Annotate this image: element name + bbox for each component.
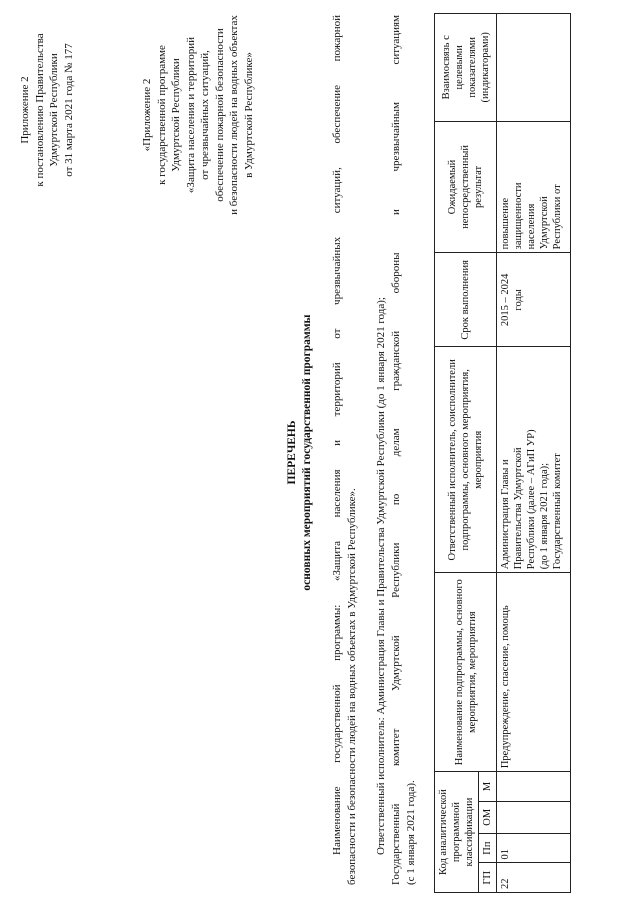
header-m: М — [479, 772, 497, 802]
executor-paragraph — [374, 15, 419, 885]
program-appendix-heading — [140, 5, 256, 225]
cell-line: Государственный комитет — [552, 453, 563, 570]
cell-om — [497, 801, 571, 833]
appendix-line: к постановлению Правительства — [33, 33, 46, 187]
executor-line: (с 1 января 2021 года). — [405, 780, 417, 885]
cell-line: Республики от — [552, 184, 563, 250]
cell-line: Республики (далее – АГиП УР) — [526, 429, 537, 570]
executor-line: Государственный комитет Удмуртской Республики по делам гражданской обороны и чрезвычайным ситуациям — [390, 15, 402, 885]
header-gp: ГП — [479, 863, 497, 893]
appendix-line: Приложение 2 — [19, 76, 31, 144]
cell-gp: 22 — [497, 863, 571, 893]
cell-name: Предупреждение, спасение, помощь — [497, 573, 571, 772]
cell-line: (до 1 января 2021 года); — [539, 462, 550, 570]
appendix-line: от 31 марта 2021 года № 177 — [62, 43, 75, 177]
cell-term — [497, 253, 571, 347]
table-row — [497, 14, 571, 893]
cell-line: Удмуртской — [539, 196, 550, 250]
header-code: Код аналитической программной классификации — [435, 772, 479, 893]
cell-line: повышение — [500, 197, 511, 250]
header-pp: Пп — [479, 833, 497, 863]
cell-line: Администрация Главы и — [500, 459, 511, 570]
document-subtitle: основных мероприятий государственной программы — [301, 314, 313, 591]
cell-line: населения — [526, 203, 537, 250]
cell-line: 2015 – 2024 — [500, 273, 511, 327]
appendix-line: «Приложение 2 — [141, 78, 153, 152]
cell-line: Правительства Удмуртской — [513, 447, 524, 570]
appendix-line: обеспечение пожарной безопасности — [213, 28, 226, 202]
header-name: Наименование подпрограммы, основного мероприятия, мероприятия — [435, 573, 497, 772]
appendix-line: в Удмуртской Республике» — [242, 52, 255, 178]
cell-line: годы — [513, 289, 524, 311]
header-result: Ожидаемый непосредственный результат — [435, 121, 497, 253]
cell-m — [497, 772, 571, 802]
executor-line: Ответственный исполнитель: Администрация Главы и Правительства Удмуртской Республики (до 1 января 2021 года); — [375, 297, 387, 855]
appendix-line: от чрезвычайных ситуаций, — [199, 50, 211, 180]
program-name-paragraph — [330, 15, 360, 885]
appendix-line: к государственной программе — [155, 45, 168, 185]
appendix-line: «Защита населения и территорий — [184, 36, 197, 194]
appendix-line: и безопасности людей на водных объектах — [228, 15, 240, 215]
header-responsible: Ответственный исполнитель, соисполнители подпрограммы, основного мероприятия, мероприятия — [435, 347, 497, 573]
program-name-line: Наименование государственной программы: «Защита населения и территорий от чрезвычайных ситуаций, обеспечение пожарной — [331, 15, 343, 855]
cell-relation — [497, 14, 571, 122]
cell-pp: 01 — [497, 833, 571, 863]
appendix-line: Удмуртской Республики — [48, 53, 60, 167]
appendix-line: Удмуртской Республики — [170, 58, 182, 172]
header-relation: Взаимосвязь с целевыми показателями (индикаторами) — [435, 14, 497, 122]
activities-table — [434, 13, 571, 893]
document-title: ПЕРЕЧЕНЬ — [286, 420, 298, 485]
appendix-heading — [18, 15, 76, 205]
header-om: ОМ — [479, 801, 497, 833]
cell-responsible — [497, 347, 571, 573]
cell-result — [497, 121, 571, 253]
header-term: Срок выполнения — [435, 253, 497, 347]
cell-line: защищенности — [513, 182, 524, 250]
program-name-line: безопасности и безопасности людей на водных объектах в Удмуртской Республике». — [346, 488, 358, 885]
